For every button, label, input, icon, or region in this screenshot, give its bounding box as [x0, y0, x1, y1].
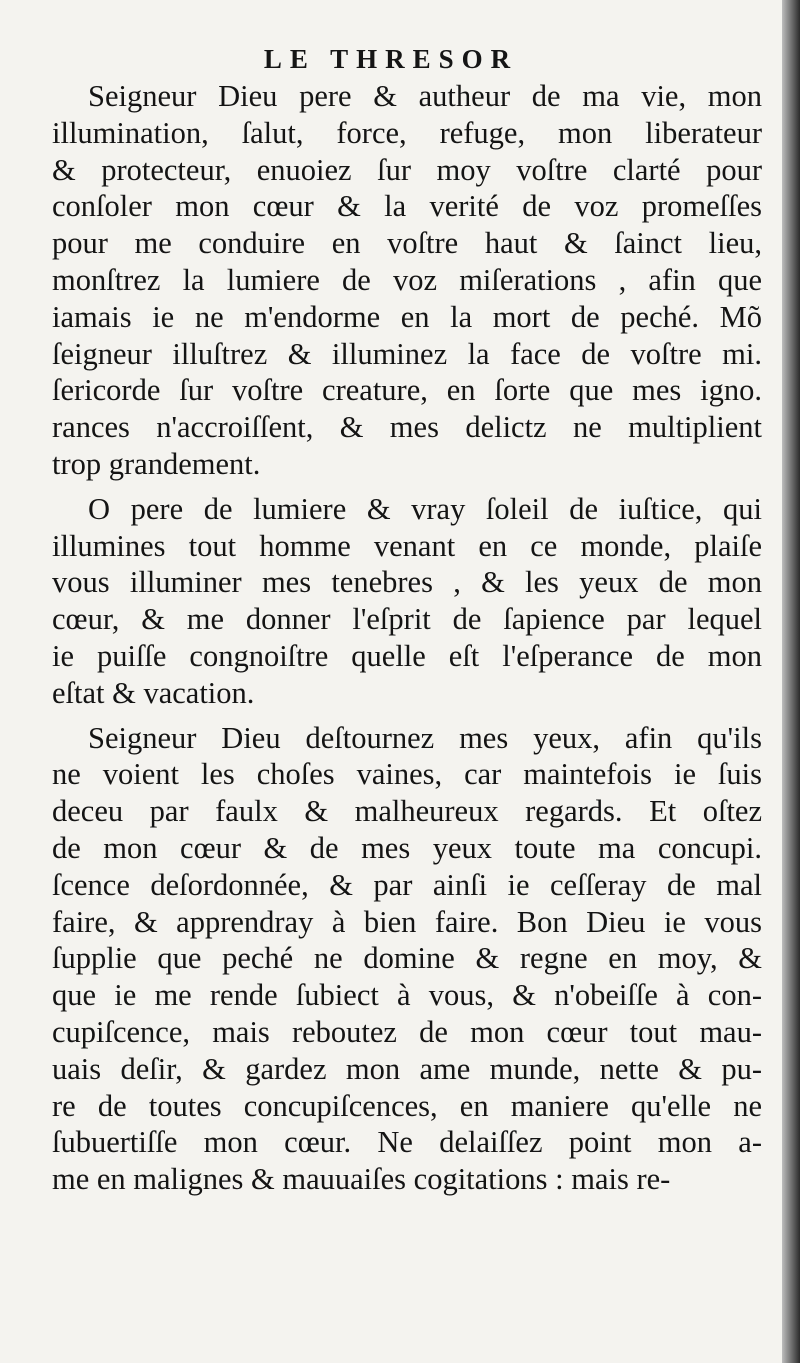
text-line: ſubuertiſſe mon cœur. Ne delaiſſez point mon a- — [52, 1125, 762, 1160]
text-line: Seigneur Dieu deſtournez mes yeux, afin qu'ils — [88, 720, 762, 755]
text-line: conſoler mon cœur & la verité de voz promeſſes — [52, 189, 762, 224]
text-line: deceu par faulx & malheureux regards. Et oſtez — [52, 794, 762, 829]
text-line: ſupplie que peché ne domine & regne en moy, & — [52, 941, 762, 976]
paragraph — [52, 491, 762, 712]
text-line: & protecteur, enuoiez ſur moy voſtre clarté pour — [52, 152, 762, 187]
text-line: de mon cœur & de mes yeux toute ma concupi. — [52, 830, 762, 865]
text-line: Seigneur Dieu pere & autheur de ma vie, mon — [88, 79, 762, 113]
text-line: re de toutes concupiſcences, en maniere qu'elle ne — [52, 1088, 762, 1123]
text-line: cupiſcence, mais reboutez de mon cœur tout mau- — [52, 1014, 762, 1049]
text-line: illumination, ſalut, force, refuge, mon liberateur — [52, 115, 762, 150]
text-line: faire, & apprendray à bien faire. Bon Dieu ie vous — [52, 904, 762, 939]
text-line: vous illuminer mes tenebres , & les yeux de mon — [52, 565, 762, 600]
text-line: trop grandement. — [52, 446, 261, 481]
text-line: monſtrez la lumiere de voz miſerations , afin que — [52, 262, 762, 297]
text-line: me en malignes & mauuaiſes cogitations : mais re- — [52, 1162, 671, 1197]
page-body — [52, 78, 762, 1206]
text-line: ſcence deſordonnée, & par ainſi ie ceſſeray de mal — [52, 867, 762, 902]
text-line: ſeigneur illuſtrez & illuminez la face de voſtre mi. — [52, 336, 762, 371]
text-line: ne voient les choſes vaines, car maintefois ie ſuis — [52, 757, 762, 792]
text-line: O pere de lumiere & vray ſoleil de iuſtice, qui — [88, 491, 762, 526]
paragraph — [52, 78, 762, 483]
text-line: iamais ie ne m'endorme en la mort de peché. Mõ — [52, 299, 762, 334]
running-head: LE THRESOR — [263, 44, 519, 74]
text-line: pour me conduire en voſtre haut & ſainct lieu, — [52, 226, 762, 261]
text-line: rances n'accroiſſent, & mes delictz ne multiplient — [52, 410, 762, 445]
text-line: cœur, & me donner l'eſprit de ſapience par lequel — [52, 602, 762, 637]
paragraph — [52, 720, 762, 1198]
text-line: ie puiſſe congnoiſtre quelle eſt l'eſperance de mon — [52, 638, 762, 673]
text-line: que ie me rende ſubiect à vous, & n'obeiſſe à con- — [52, 978, 762, 1013]
text-line: uais deſir, & gardez mon ame munde, nette & pu- — [52, 1051, 762, 1086]
text-line: eſtat & vacation. — [52, 675, 255, 710]
binding-edge — [782, 0, 800, 1363]
text-line: illumines tout homme venant en ce monde, plaiſe — [52, 528, 762, 563]
text-line: ſericorde ſur voſtre creature, en ſorte que mes igno. — [52, 373, 762, 408]
